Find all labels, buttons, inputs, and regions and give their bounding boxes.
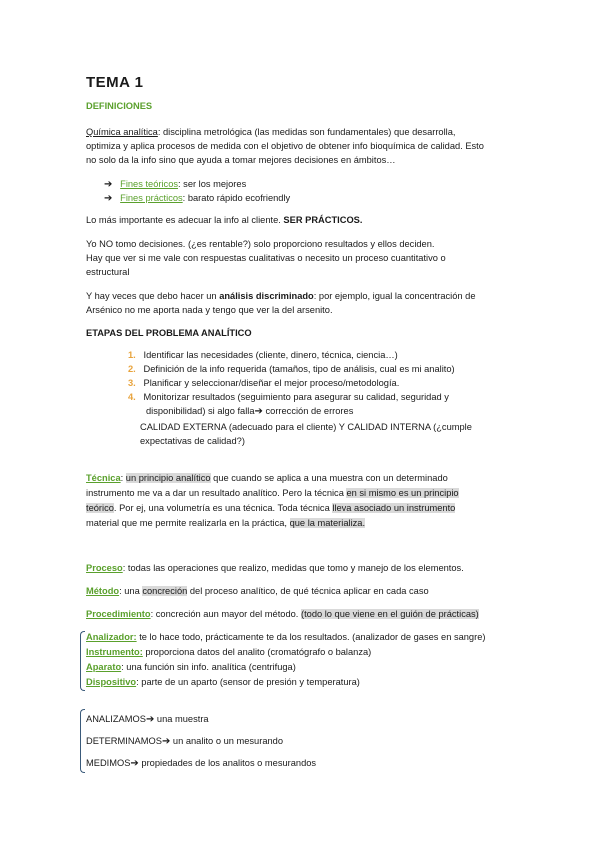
- calidad-line-2: expectativas de calidad?): [140, 436, 245, 446]
- brace-group-2: [80, 709, 85, 773]
- dispositivo-line: Dispositivo: parte de un aparto (sensor de presión y temperatura): [86, 677, 360, 687]
- analizamos-line: ANALIZAMOS➔ una muestra: [86, 714, 209, 725]
- importante-line: Lo más importante es adecuar la info al cliente. SER PRÁCTICOS.: [86, 215, 363, 225]
- fines-teoricos: ➔ Fines teóricos: ser los mejores: [104, 179, 247, 190]
- etapa-item: 3. Planificar y seleccionar/diseñar el mejor proceso/metodología.: [128, 378, 400, 388]
- arrow-right-icon: ➔: [254, 406, 263, 417]
- analizador-line: Analizador: te lo hace todo, prácticamente te da los resultados. (analizador de gases en sangre): [86, 632, 486, 642]
- quimica-line-3: no solo da la info sino que ayuda a tomar mejores decisiones en ámbitos…: [86, 155, 396, 165]
- quimica-line-1: Química analítica: disciplina metrológica (las medidas son fundamentales) que desarrolla,: [86, 127, 456, 137]
- discriminado-line-2: Arsénico no me aporta nada y tengo que ver la del arsenito.: [86, 305, 333, 315]
- arrow-right-icon: ➔: [104, 179, 113, 190]
- tecnica-line-1: Técnica: un principio analítico que cuando se aplica a una muestra con un determinado: [86, 473, 448, 483]
- medimos-line: MEDIMOS➔ propiedades de los analitos o mesurandos: [86, 758, 317, 769]
- definiciones-heading: DEFINICIONES: [86, 101, 153, 111]
- quimica-line-2: optimiza y aplica procesos de medida con el objetivo de obtener info bioquímica de calidad. Esto: [86, 141, 484, 151]
- etapas-heading: ETAPAS DEL PROBLEMA ANALÍTICO: [86, 328, 252, 338]
- instrumento-line: Instrumento: proporciona datos del analito (cromatógrafo o balanza): [86, 647, 372, 657]
- arrow-right-icon: ➔: [130, 758, 139, 769]
- tecnica-line-3: teórico. Por ej, una volumetría es una técnica. Toda técnica lleva asociado un instrumento: [86, 503, 456, 513]
- decisiones-line-1: Yo NO tomo decisiones. (¿es rentable?) solo proporciono resultados y ellos deciden.: [86, 239, 435, 249]
- procedimiento-line: Procedimiento: concreción aun mayor del método. (todo lo que viene en el guión de prácticas): [86, 609, 479, 619]
- aparato-line: Aparato: una función sin info. analítica (centrifuga): [86, 662, 296, 672]
- tecnica-term: Técnica: [86, 473, 121, 483]
- etapa-item: 2. Definición de la info requerida (tamaños, tipo de análisis, cual es mi analito): [128, 364, 455, 374]
- tecnica-line-2: instrumento me va a dar un resultado analítico. Pero la técnica en si mismo es un principio: [86, 488, 459, 498]
- etapa-item: 4. Monitorizar resultados (seguimiento para asegurar su calidad, seguridad y: [128, 392, 449, 402]
- page-title: TEMA 1: [86, 74, 144, 91]
- arrow-right-icon: ➔: [104, 193, 113, 204]
- decisiones-line-3: estructural: [86, 267, 130, 277]
- determinamos-line: DETERMINAMOS➔ un analito o un mesurando: [86, 736, 284, 747]
- quimica-term: Química analítica: [86, 127, 158, 137]
- arrow-right-icon: ➔: [145, 714, 155, 725]
- metodo-line: Método: una concreción del proceso analítico, de qué técnica aplicar en cada caso: [86, 586, 429, 596]
- etapa-item: 1. Identificar las necesidades (cliente, dinero, técnica, ciencia…): [128, 350, 398, 360]
- arrow-right-icon: ➔: [161, 736, 171, 747]
- calidad-line-1: CALIDAD EXTERNA (adecuado para el cliente) Y CALIDAD INTERNA (¿cumple: [140, 422, 472, 432]
- tecnica-line-4: material que me permite realizarla en la práctica, que la materializa.: [86, 518, 366, 528]
- decisiones-line-2: Hay que ver si me vale con respuestas cualitativas o necesito un proceso cuantitativo o: [86, 253, 446, 263]
- discriminado-line-1: Y hay veces que debo hacer un análisis discriminado: por ejemplo, igual la concentración de: [86, 291, 476, 301]
- etapa-item-4-line-2: disponibilidad) si algo falla➔ corrección de errores: [146, 406, 354, 417]
- brace-group-1: [80, 631, 85, 691]
- fines-practicos: ➔ Fines prácticos: barato rápido ecofriendly: [104, 193, 291, 204]
- proceso-line: Proceso: todas las operaciones que realizo, medidas que tomo y manejo de los elementos.: [86, 563, 464, 573]
